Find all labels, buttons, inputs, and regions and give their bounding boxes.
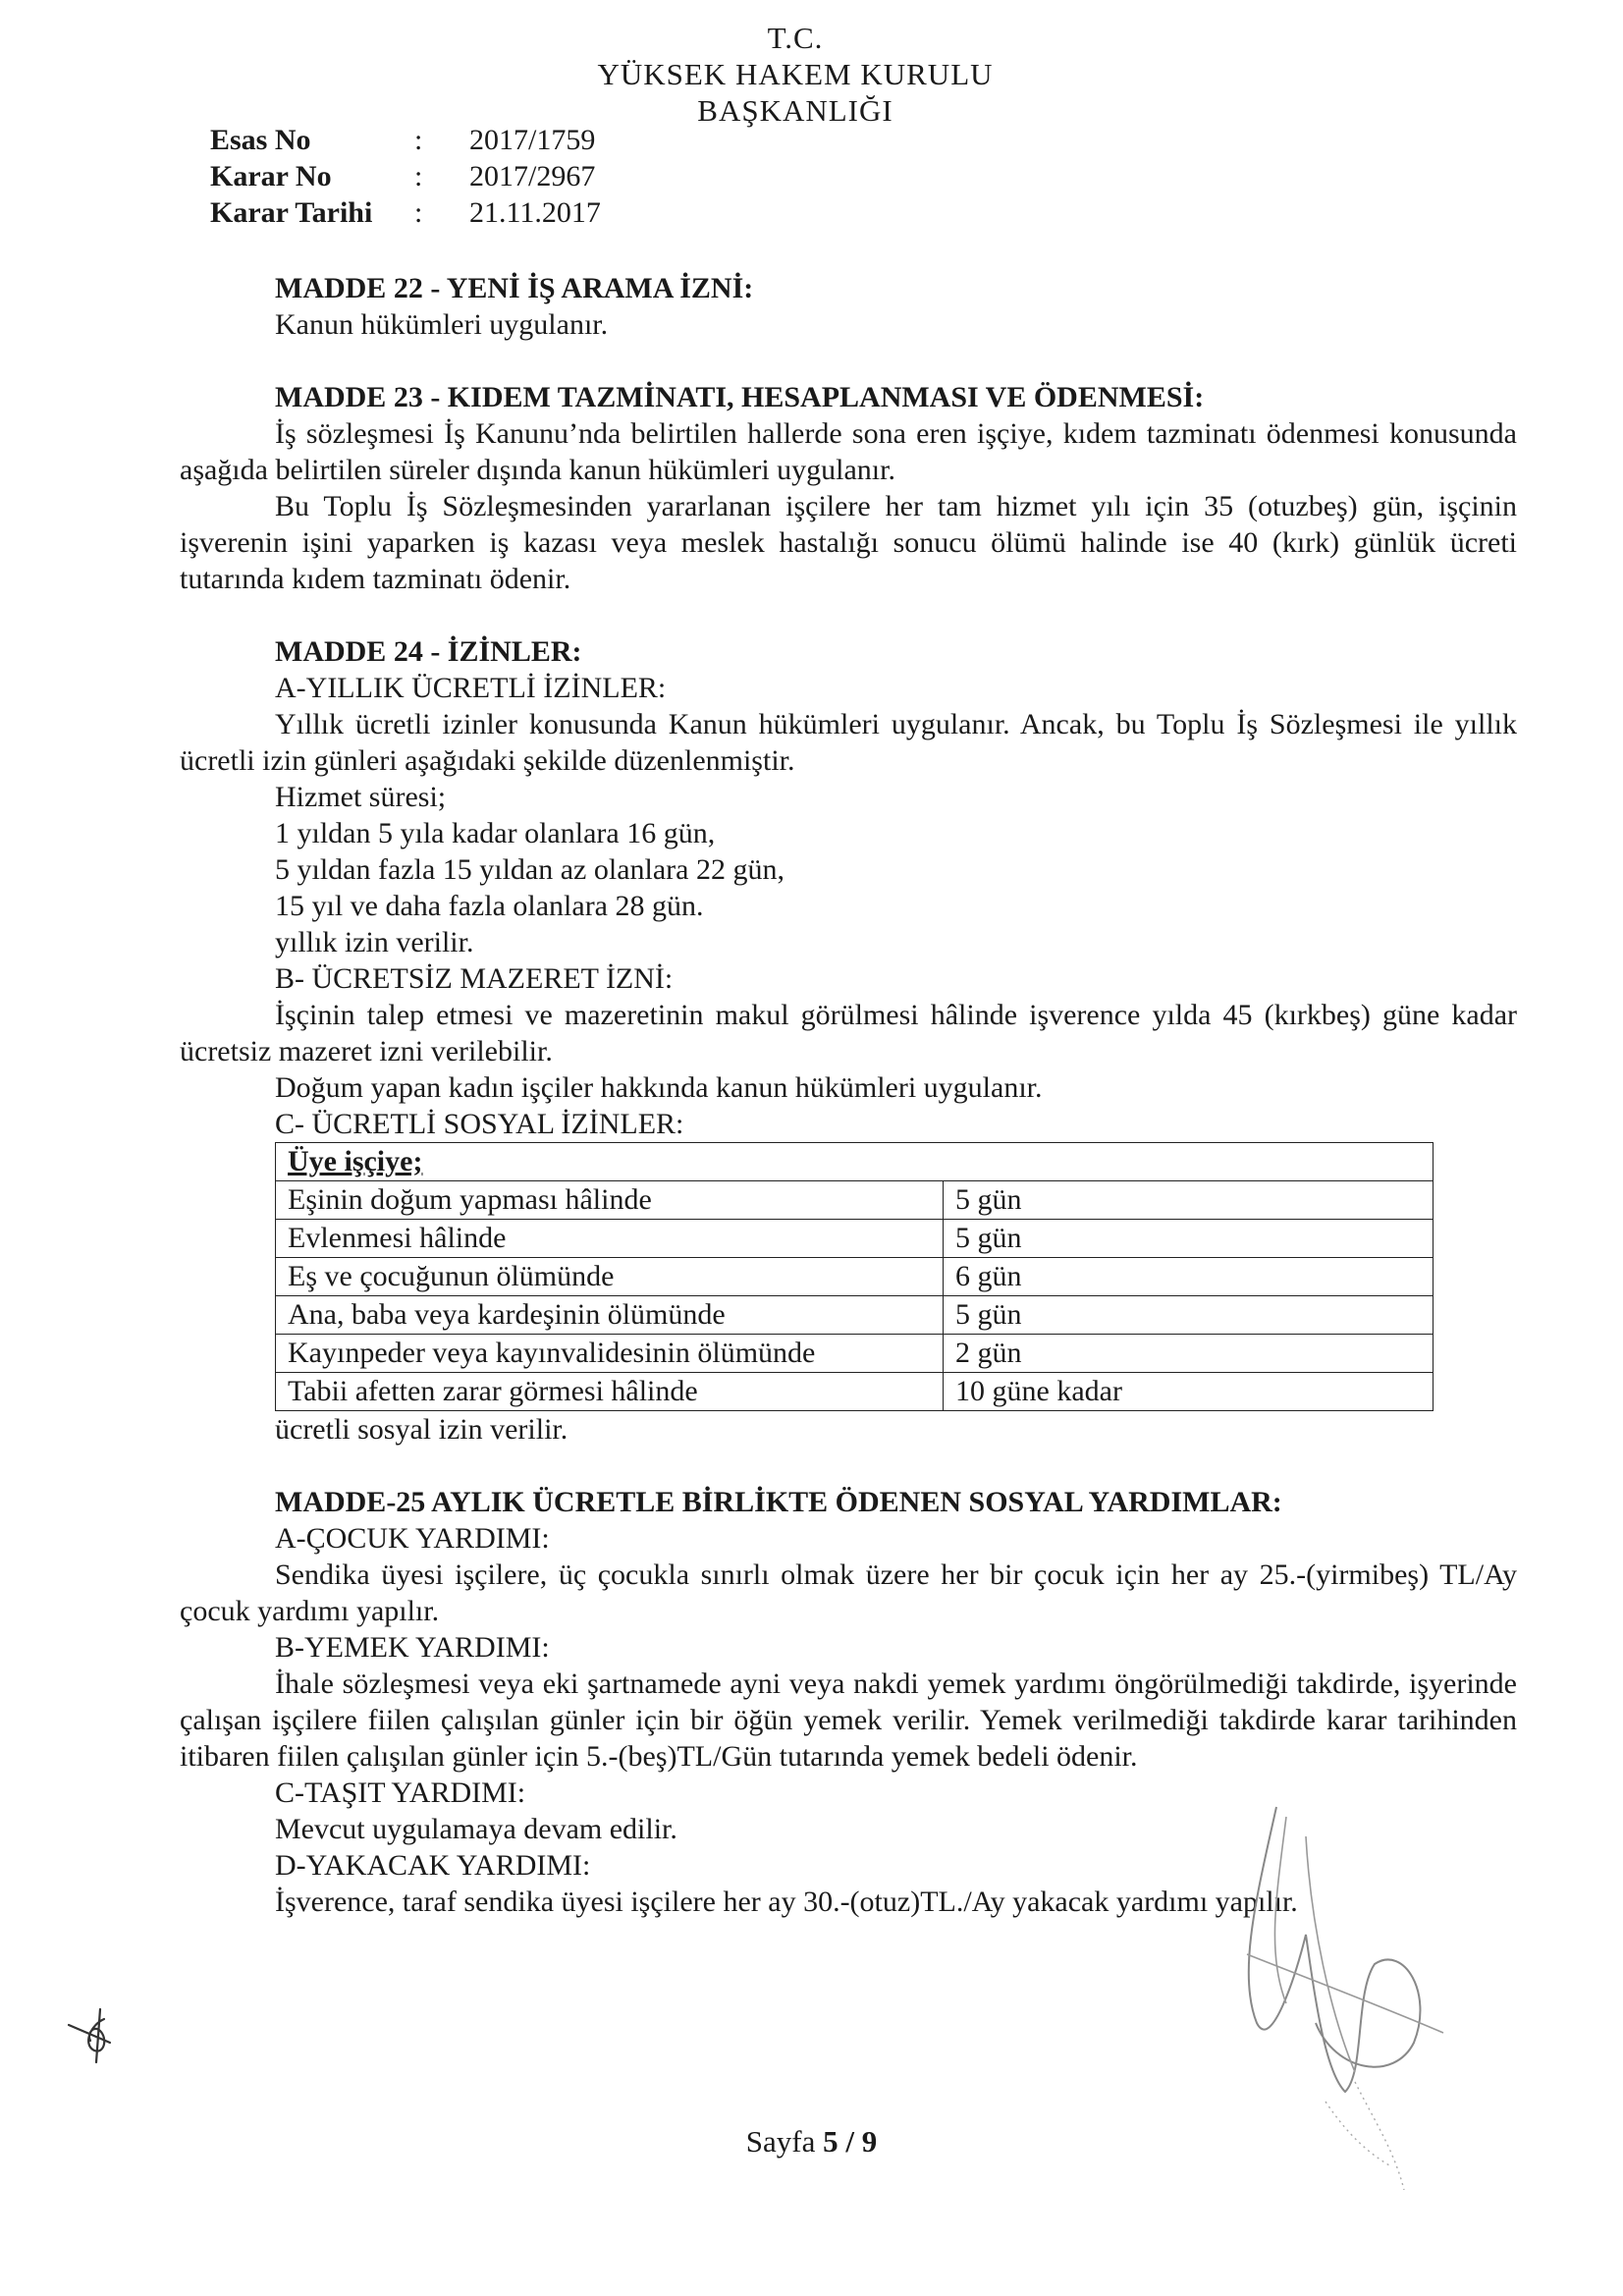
meta-label: Karar No <box>210 160 332 192</box>
m23-paragraph-1: İş sözleşmesi İş Kanunu’nda belirtilen hallerde sona eren işçiye, kıdem tazminatı ödenmesi konusunda aşağıda belirtilen süreler dışında kanun hükümleri uygulanır. <box>180 417 1517 486</box>
table-row <box>276 1181 1434 1220</box>
document-header <box>550 20 1041 129</box>
service-line: 15 yıl ve daha fazla olanlara 28 gün. <box>275 890 704 922</box>
table-cell-days: 10 güne kadar <box>944 1373 1434 1411</box>
meta-row-esas <box>210 122 701 158</box>
meta-colon: : <box>414 196 423 229</box>
table-row <box>276 1258 1434 1296</box>
table-cell-days: 5 gün <box>944 1296 1434 1335</box>
table-cell-days: 2 gün <box>944 1335 1434 1373</box>
table-row <box>276 1296 1434 1335</box>
m25-a-text: Sendika üyesi işçilere, üç çocukla sınırlı olmak üzere her bir çocuk için her ay 25.-(yirmibeş) TL/Ay çocuk yardımı yapılır. <box>180 1558 1517 1627</box>
page-separator: / <box>845 2124 854 2159</box>
m24-b-paragraph-2: Doğum yapan kadın işçiler hakkında kanun hükümleri uygulanır. <box>275 1071 1043 1104</box>
meta-row-tarih <box>210 194 701 231</box>
m23-title: MADDE 23 - KIDEM TAZMİNATI, HESAPLANMASI VE ÖDENMESİ: <box>275 381 1205 413</box>
signature-right <box>1217 1777 1483 2210</box>
case-meta <box>210 122 701 231</box>
m25-c-text: Mevcut uygulamaya devam edilir. <box>275 1813 677 1845</box>
m24-c-title: C- ÜCRETLİ SOSYAL İZİNLER: <box>275 1108 684 1140</box>
meta-value: 21.11.2017 <box>469 196 601 229</box>
table-header-text: Üye işçiye; <box>288 1145 423 1177</box>
table-cell-event: Ana, baba veya kardeşinin ölümünde <box>276 1296 944 1335</box>
meta-row-karar <box>210 158 701 194</box>
m24-b-title: B- ÜCRETSİZ MAZERET İZNİ: <box>275 962 674 995</box>
service-line: yıllık izin verilir. <box>275 926 474 958</box>
table-cell-event: Evlenmesi hâlinde <box>276 1220 944 1258</box>
leave-table-wrap <box>180 1142 1517 1411</box>
m25-d-title: D-YAKACAK YARDIMI: <box>275 1849 591 1882</box>
service-line: Hizmet süresi; <box>275 781 447 813</box>
table-cell-event: Tabii afetten zarar görmesi hâlinde <box>276 1373 944 1411</box>
table-cell-event: Eş ve çocuğunun ölümünde <box>276 1258 944 1296</box>
table-header-row <box>276 1143 1434 1181</box>
meta-value: 2017/1759 <box>469 124 596 156</box>
m25-c-title: C-TAŞIT YARDIMI: <box>275 1777 526 1809</box>
page-total: 9 <box>861 2124 878 2159</box>
meta-label: Esas No <box>210 124 311 156</box>
m25-title: MADDE-25 AYLIK ÜCRETLE BİRLİKTE ÖDENEN SOSYAL YARDIMLAR: <box>275 1486 1282 1518</box>
m22-text: Kanun hükümleri uygulanır. <box>275 308 609 341</box>
table-cell-days: 6 gün <box>944 1258 1434 1296</box>
m25-b-text: İhale sözleşmesi veya eki şartnamede ayni veya nakdi yemek yardımı öngörülmediği takdirde, işyerinde çalışan işçilere fiilen çalışılan günler için bir öğün yemek verilir. Yemek verilmediği takdirde karar tarihinden itibaren fiilen çalışılan günler için 5.-(beş)TL/Gün tutarında yemek bedeli ödenir. <box>180 1667 1517 1773</box>
service-line: 1 yıldan 5 yıla kadar olanlara 16 gün, <box>275 817 716 849</box>
meta-label: Karar Tarihi <box>210 196 373 229</box>
meta-value: 2017/2967 <box>469 160 596 192</box>
table-row <box>276 1373 1434 1411</box>
document-body <box>180 270 1517 1920</box>
page-label: Sayfa <box>745 2124 816 2159</box>
m24-a-title: A-YILLIK ÜCRETLİ İZİNLER: <box>275 672 667 704</box>
table-row <box>276 1220 1434 1258</box>
table-header-cell <box>276 1143 1434 1181</box>
m24-a-paragraph: Yıllık ücretli izinler konusunda Kanun hükümleri uygulanır. Ancak, bu Toplu İş Sözleşmesi ile yıllık ücretli izin günleri aşağıdaki şekilde düzenlenmiştir. <box>180 708 1517 777</box>
m25-b-title: B-YEMEK YARDIMI: <box>275 1631 550 1664</box>
table-cell-days: 5 gün <box>944 1181 1434 1220</box>
leave-table <box>275 1142 1434 1411</box>
m23-paragraph-2: Bu Toplu İş Sözleşmesinden yararlanan işçilere her tam hizmet yılı için 35 (otuzbeş) gün, işçinin işverenin işini yaparken iş kazası veya meslek hastalığı sonucu ölümü halinde ise 40 (kırk) günlük ücreti tutarında kıdem tazminatı ödenir. <box>180 490 1517 595</box>
m25-d-text: İşverence, taraf sendika üyesi işçilere her ay 30.-(otuz)TL./Ay yakacak yardımı yapılır. <box>275 1886 1298 1918</box>
table-row <box>276 1335 1434 1373</box>
service-line: 5 yıldan fazla 15 yıldan az olanlara 22 gün, <box>275 853 784 886</box>
table-cell-event: Kayınpeder veya kayınvalidesinin ölümünde <box>276 1335 944 1373</box>
table-cell-days: 5 gün <box>944 1220 1434 1258</box>
meta-colon: : <box>414 160 423 192</box>
header-line-3: BAŞKANLIĞI <box>697 93 893 128</box>
m24-title: MADDE 24 - İZİNLER: <box>275 635 582 668</box>
m24-c-footer: ücretli sosyal izin verilir. <box>275 1413 568 1446</box>
table-cell-event: Eşinin doğum yapması hâlinde <box>276 1181 944 1220</box>
meta-colon: : <box>414 124 423 156</box>
m25-a-title: A-ÇOCUK YARDIMI: <box>275 1522 550 1555</box>
signature-initial-left <box>61 2003 130 2067</box>
m24-b-paragraph-1: İşçinin talep etmesi ve mazeretinin makul görülmesi hâlinde işverence yılda 45 (kırkbeş) güne kadar ücretsiz mazeret izni verilebilir. <box>180 999 1517 1067</box>
header-line-1: T.C. <box>767 21 824 55</box>
m22-title: MADDE 22 - YENİ İŞ ARAMA İZNİ: <box>275 272 754 304</box>
header-line-2: YÜKSEK HAKEM KURULU <box>597 57 994 91</box>
page-current: 5 <box>823 2124 839 2159</box>
